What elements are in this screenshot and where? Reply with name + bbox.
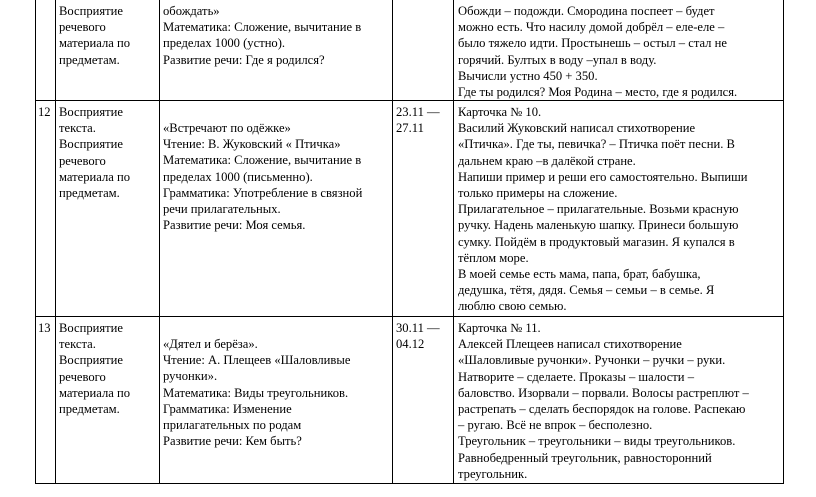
text-line: Напиши пример и реши его самостоятельно. Выпиши	[458, 169, 748, 184]
text-line: пределах 1000 (устно).	[163, 36, 286, 51]
text-line: тёплом море.	[458, 250, 529, 265]
text-line: Алексей Плещеев написал стихотворение	[458, 337, 682, 352]
column-divider-content	[392, 0, 393, 484]
text-line: Восприятие	[59, 137, 124, 152]
text-line: Чтение: В. Жуковский « Птичка»	[163, 137, 341, 152]
text-line: люблю свою семью.	[458, 299, 567, 314]
text-line: Где ты родился? Моя Родина – место, где я родился.	[458, 85, 738, 100]
text-line: В моей семье есть мама, папа, брат, бабушка,	[458, 267, 701, 282]
text-line: треугольник.	[458, 466, 528, 481]
text-line: предметам.	[59, 402, 120, 417]
text-line: Развитие речи: Моя семья.	[163, 218, 306, 233]
text-line: «Птичка». Где ты, певичка? – Птичка поёт песни. В	[458, 137, 735, 152]
row-13-number-cell	[38, 320, 51, 336]
text-line: текста.	[59, 337, 96, 352]
text-line: Натворите – сделаете. Проказы – шалости –	[458, 369, 694, 384]
text-line: пределах 1000 (письменно).	[163, 169, 313, 184]
column-divider-date	[453, 0, 454, 484]
text-line: Развитие речи: Кем быть?	[163, 434, 302, 449]
text-line: баловство. Изорвали – порвали. Волосы растреплют –	[458, 385, 749, 400]
column-divider-number	[55, 0, 56, 484]
text-line: ручку. Надень маленькую шапку. Принеси большую	[458, 218, 739, 233]
row-1-content-cell	[163, 3, 361, 68]
text-line: только примеры на сложение.	[458, 186, 618, 201]
text-line: Грамматика: Употребление в связной	[163, 185, 363, 200]
text-line: – ругаю. Всё не впрок – бесполезно.	[458, 418, 653, 433]
text-line: материала по	[59, 36, 131, 51]
text-line: материала по	[59, 385, 131, 400]
text-line: Карточка № 10.	[458, 105, 542, 119]
date-line: 30.11 —	[396, 321, 440, 335]
column-divider-topic	[159, 0, 160, 484]
text-line: Василий Жуковский написал стихотворение	[458, 121, 696, 136]
text-line: Прилагательное – прилагательные. Возьми красную	[458, 202, 739, 217]
row-12-content-cell	[163, 120, 362, 233]
text-line: прилагательных по родам	[163, 418, 302, 433]
text-line: Чтение: А. Плещеев «Шаловливые	[163, 353, 351, 368]
text-line: «Дятел и берёза».	[163, 337, 258, 351]
row-1-tasks-cell	[458, 3, 737, 100]
date-line: 23.11 —	[396, 105, 440, 119]
text-line: материала по	[59, 169, 131, 184]
row-13-content-cell	[163, 336, 350, 449]
date-line: 27.11	[396, 121, 424, 136]
text-line: Грамматика: Изменение	[163, 401, 292, 416]
text-line: Карточка № 11.	[458, 321, 541, 335]
date-line: 04.12	[396, 337, 425, 352]
text-line: Математика: Сложение, вычитание в	[163, 20, 362, 35]
text-line: было тяжело идти. Простынешь – остыл – стал не	[458, 36, 727, 51]
text-line: «Встречают по одёжке»	[163, 121, 291, 135]
text-line: текста.	[59, 121, 96, 136]
text-line: Обожди – подожди. Смородина поспеет – будет	[458, 4, 715, 18]
text-line: предметам.	[59, 186, 120, 201]
text-line: дедушка, тётя, дядя. Семья – семьи – в семье. Я	[458, 283, 715, 298]
row-13-tasks-cell	[458, 320, 749, 482]
text-line: Восприятие	[59, 321, 124, 335]
text-line: речевого	[59, 369, 106, 384]
text-line: Развитие речи: Где я родился?	[163, 52, 325, 67]
text-line: можно есть. Что насилу домой добрёл – еле-еле –	[458, 20, 725, 35]
text-line: Вычисли устно 450 + 350.	[458, 68, 598, 83]
text-line: «Шаловливые ручонки». Ручонки – ручки – руки.	[458, 353, 726, 368]
text-line: ручонки».	[163, 369, 218, 384]
text-line: речи прилагательных.	[163, 202, 281, 217]
text-line: Восприятие	[59, 105, 124, 119]
text-line: горячий. Бултых в воду –упал в воду.	[458, 52, 657, 67]
text-line: Равнобедренный треугольник, равносторонний	[458, 450, 712, 465]
row-12-date-cell	[396, 104, 440, 136]
row-13-date-cell	[396, 320, 440, 352]
table-border-bottom	[35, 483, 784, 484]
row-12-number-cell	[38, 104, 51, 120]
row-number: 13	[38, 321, 51, 335]
row-divider-2	[35, 316, 784, 317]
text-line: обождать»	[163, 4, 220, 18]
text-line: Математика: Сложение, вычитание в	[163, 153, 362, 168]
row-12-tasks-cell	[458, 104, 748, 315]
text-line: Треугольник – треугольники – виды треугольников.	[458, 434, 736, 449]
row-12-topic-cell	[59, 104, 130, 201]
text-line: сумку. Пойдём в продуктовый магазин. Я купался в	[458, 234, 735, 249]
text-line: растрепать – сделать беспорядок на голове. Распекаю	[458, 402, 746, 417]
row-1-topic-cell	[59, 3, 130, 68]
table-border-right	[783, 0, 784, 484]
text-line: Математика: Виды треугольников.	[163, 385, 349, 400]
text-line: предметам.	[59, 52, 120, 67]
text-line: дальнем краю –в далёкой стране.	[458, 153, 636, 168]
table-border-left	[35, 0, 36, 484]
text-line: речевого	[59, 20, 106, 35]
text-line: речевого	[59, 153, 106, 168]
row-number: 12	[38, 105, 51, 119]
text-line: Восприятие	[59, 4, 124, 18]
row-13-topic-cell	[59, 320, 130, 417]
text-line: Восприятие	[59, 353, 124, 368]
